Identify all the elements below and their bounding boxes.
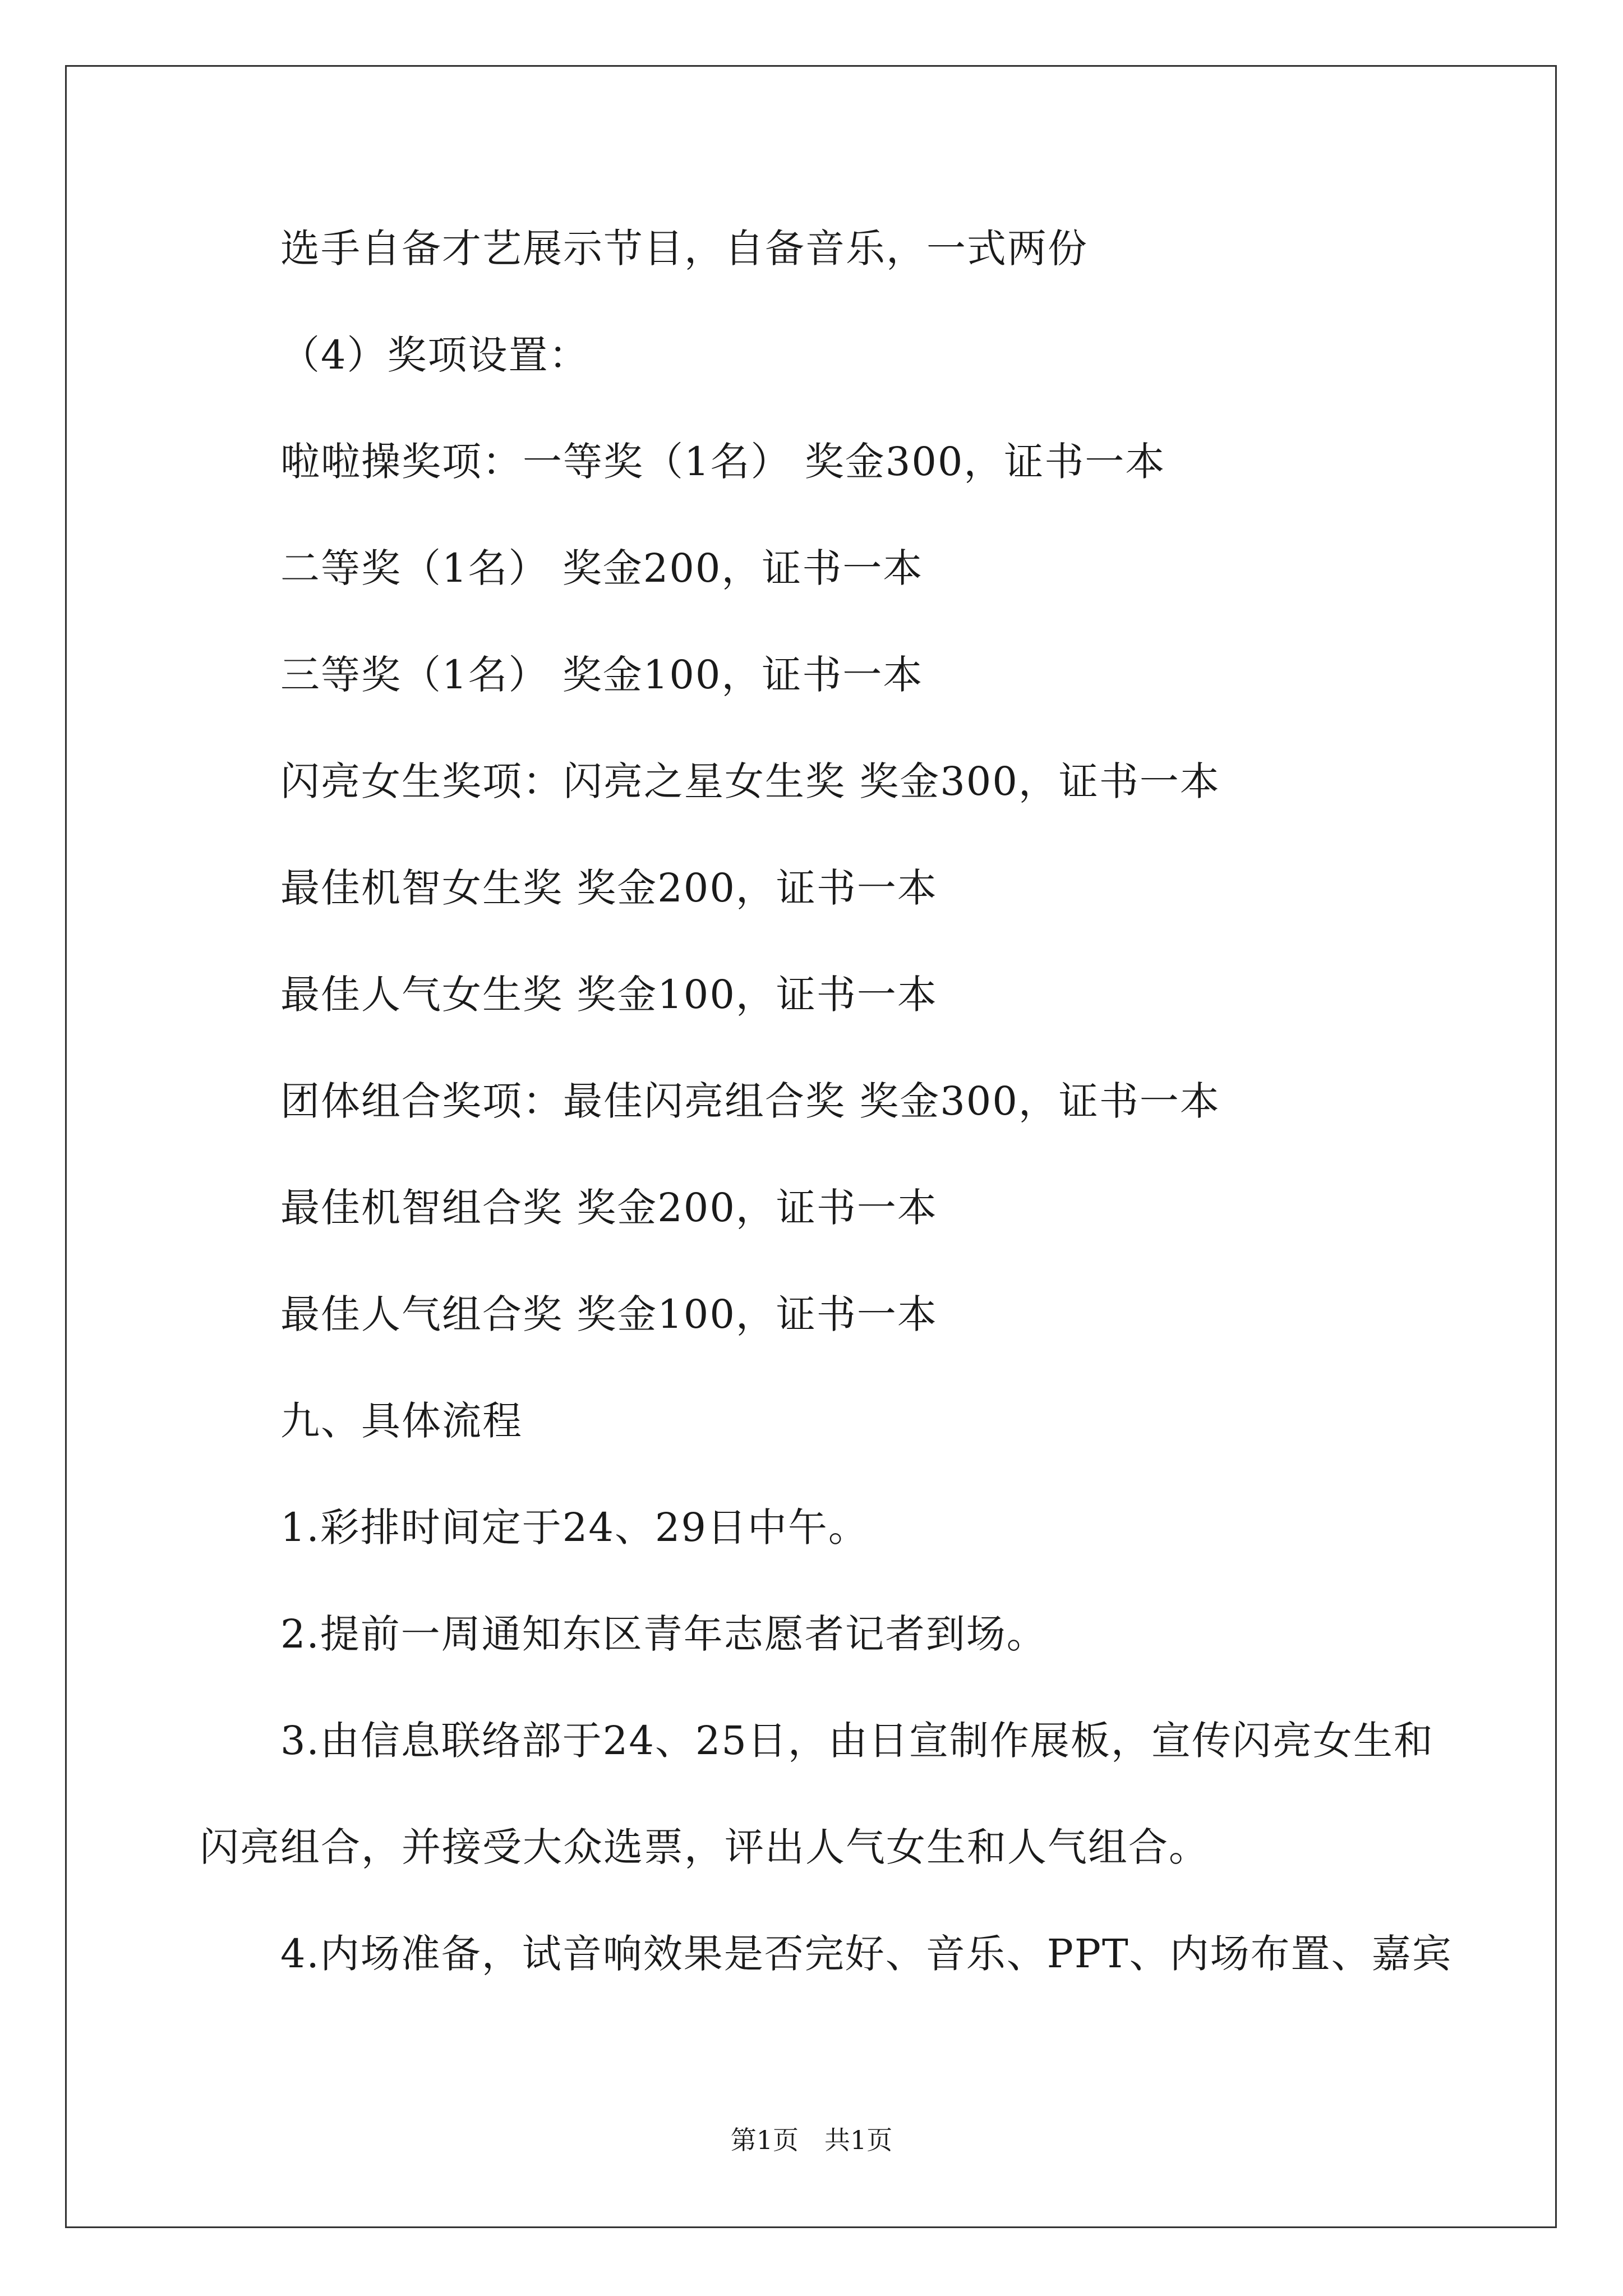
page-number-footer: 第1页 共1页 bbox=[730, 2125, 893, 2155]
text-line: 最佳机智组合奖 奖金200，证书一本 bbox=[280, 1185, 938, 1231]
text-line: 选手自备才艺展示节目，自备音乐，一式两份 bbox=[280, 226, 1088, 272]
text-line: 2.提前一周通知东区青年志愿者记者到场。 bbox=[280, 1611, 1047, 1657]
text-line: 最佳人气组合奖 奖金100，证书一本 bbox=[280, 1291, 938, 1337]
text-line: 最佳机智女生奖 奖金200，证书一本 bbox=[280, 865, 938, 911]
text-line: 二等奖（1名） 奖金200，证书一本 bbox=[280, 545, 924, 591]
page-border bbox=[65, 65, 1557, 2228]
section-heading: 九、具体流程 bbox=[280, 1398, 523, 1444]
text-line: 1.彩排时间定于24、29日中午。 bbox=[280, 1504, 869, 1550]
text-line: 闪亮女生奖项：闪亮之星女生奖 奖金300，证书一本 bbox=[280, 758, 1220, 804]
text-line: 闪亮组合，并接受大众选票，评出人气女生和人气组合。 bbox=[200, 1824, 1209, 1870]
text-line: 4.内场准备，试音响效果是否完好、音乐、PPT、内场布置、嘉宾 bbox=[280, 1931, 1453, 1977]
text-line: 3.由信息联络部于24、25日，由日宣制作展板，宣传闪亮女生和 bbox=[280, 1718, 1434, 1764]
text-line: 三等奖（1名） 奖金100，证书一本 bbox=[280, 652, 924, 698]
text-line: 最佳人气女生奖 奖金100，证书一本 bbox=[280, 972, 938, 1018]
text-line: 团体组合奖项：最佳闪亮组合奖 奖金300，证书一本 bbox=[280, 1078, 1220, 1124]
text-line: （4）奖项设置： bbox=[280, 332, 589, 378]
text-line: 啦啦操奖项：一等奖（1名） 奖金300，证书一本 bbox=[280, 439, 1166, 485]
